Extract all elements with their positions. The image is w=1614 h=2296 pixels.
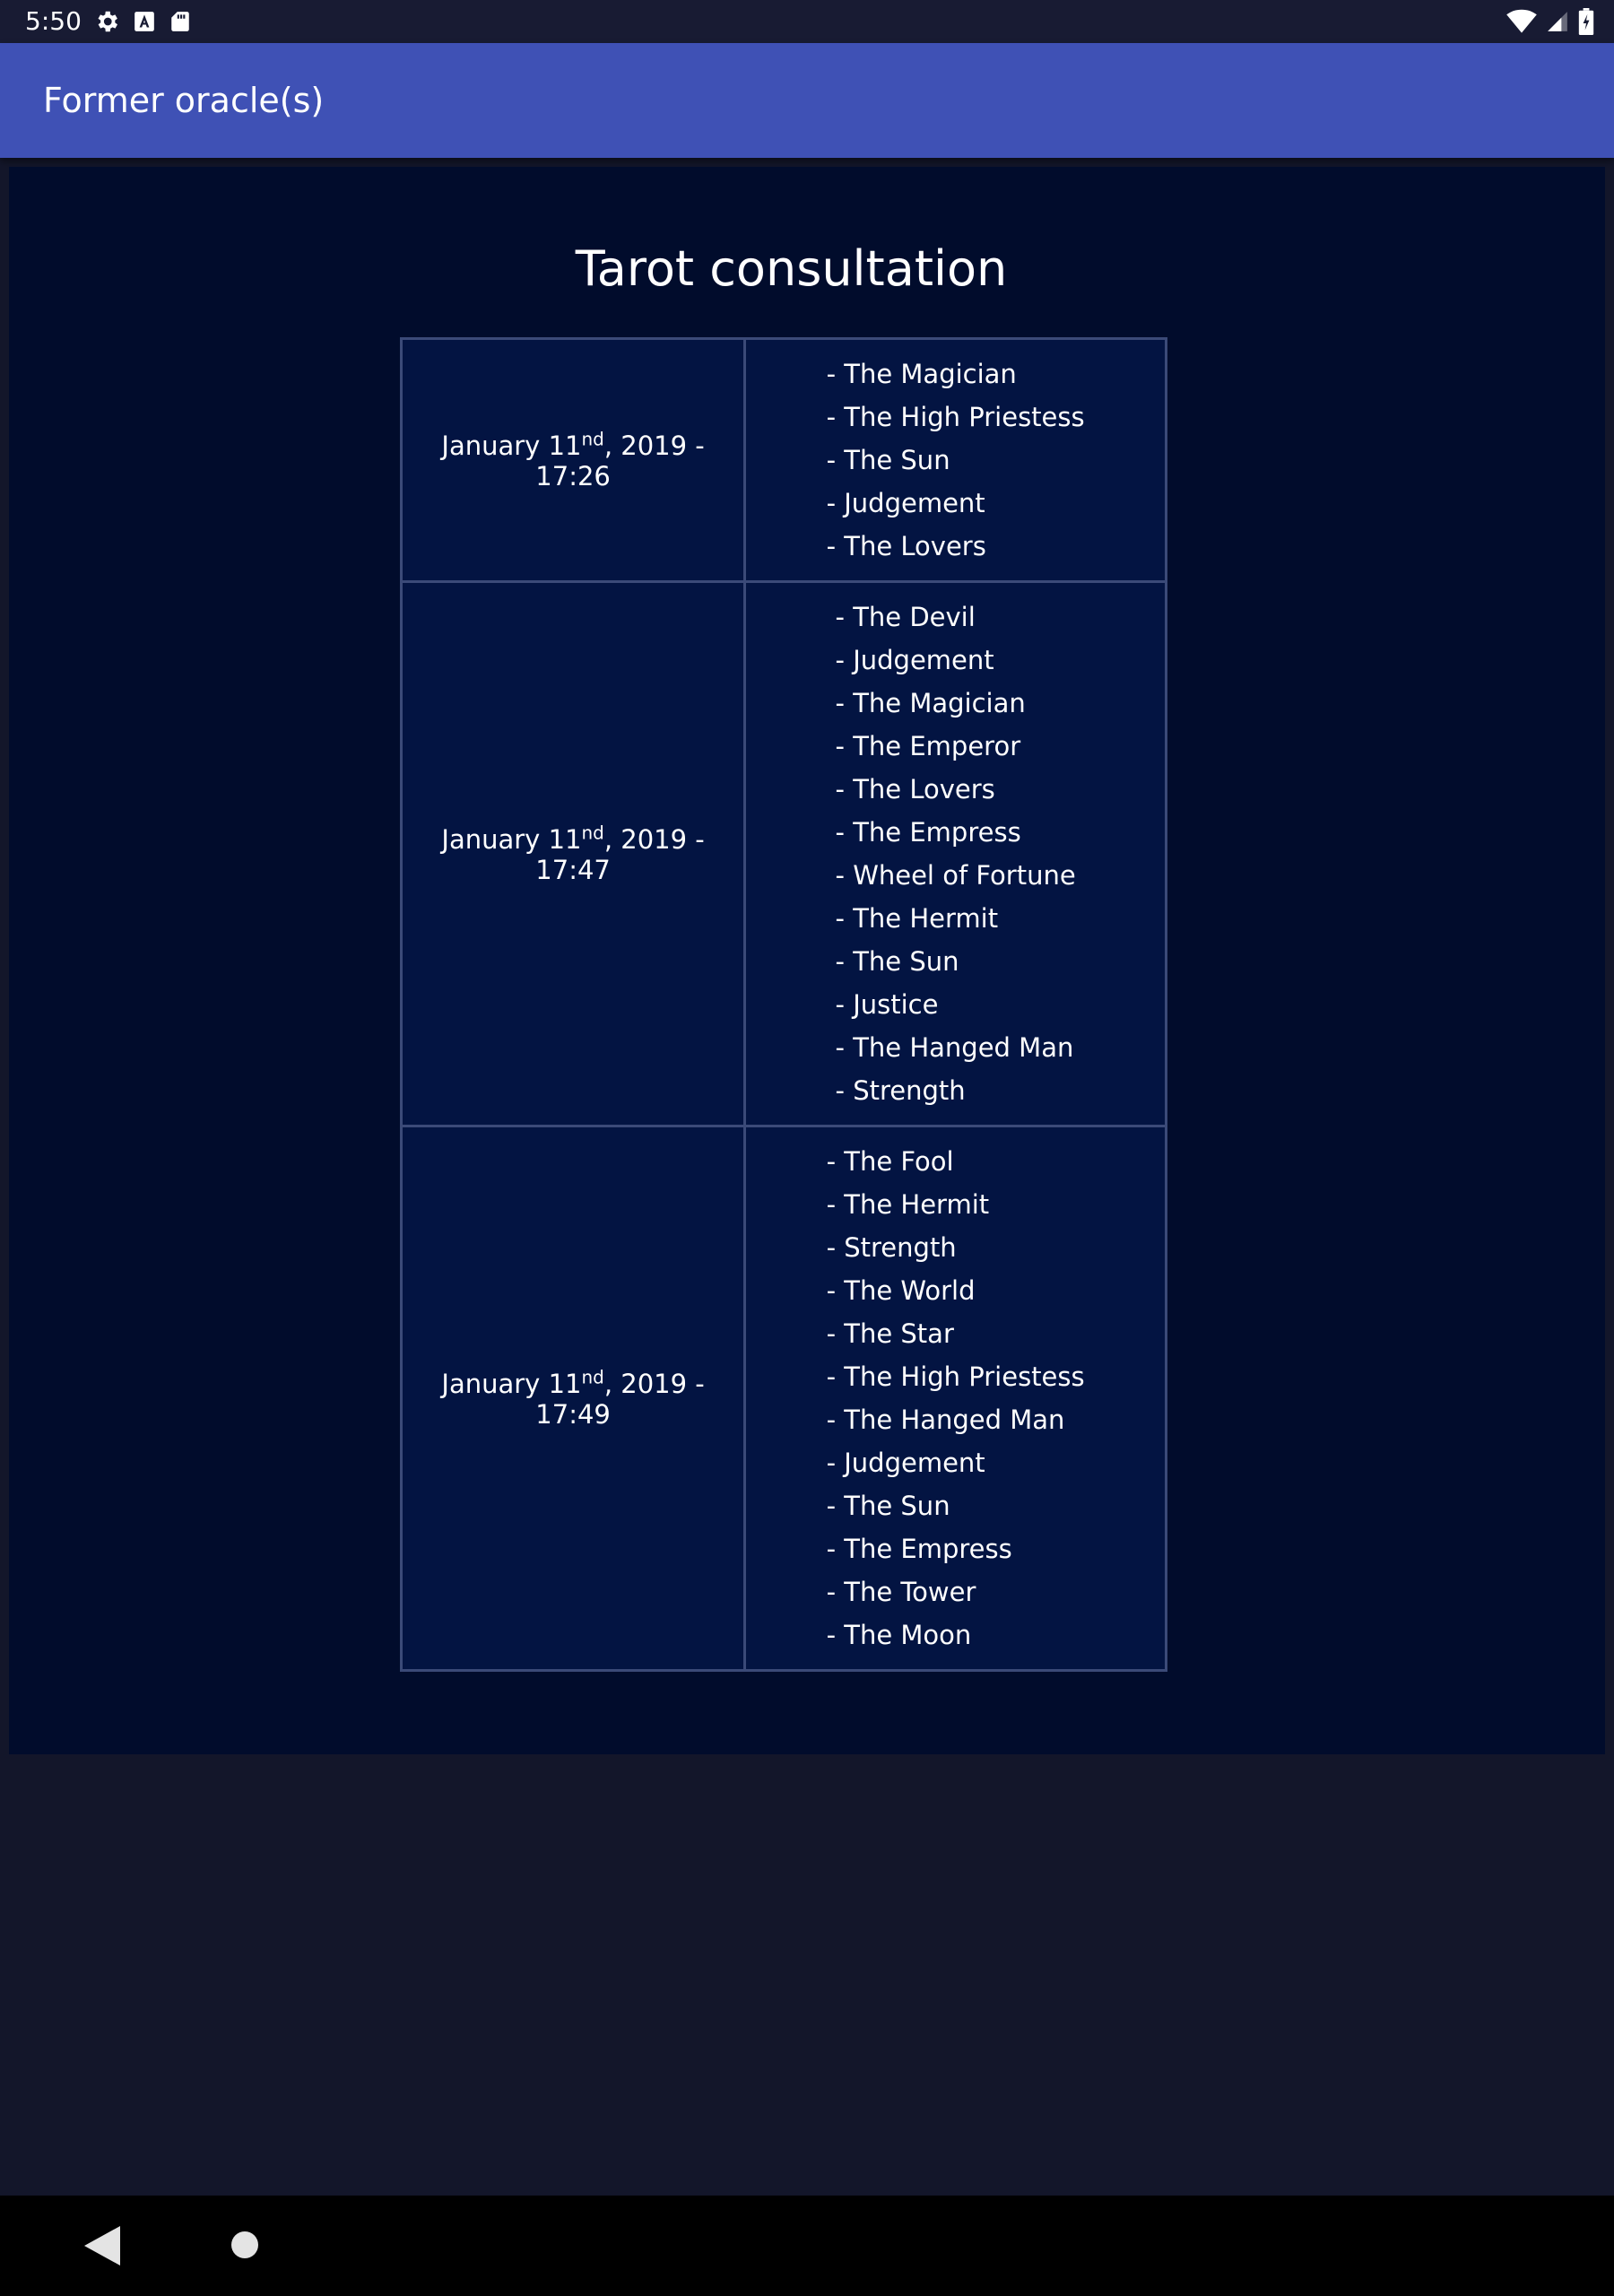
card-list-item: - Strength xyxy=(826,1232,957,1263)
app-bar-title: Former oracle(s) xyxy=(43,81,325,120)
signal-icon xyxy=(1546,10,1569,33)
card-list-item: - Wheel of Fortune xyxy=(835,860,1076,891)
card-list-item: - Strength xyxy=(835,1075,966,1106)
consultation-cards-cell xyxy=(745,582,1167,1126)
consultation-date xyxy=(441,430,704,491)
card-list xyxy=(836,596,1076,1112)
card-list-item: - The High Priestess xyxy=(826,402,1085,432)
card-list-item: - The Hanged Man xyxy=(835,1032,1074,1063)
card-list-item: - The Lovers xyxy=(826,531,986,561)
card-list-item: - The World xyxy=(826,1275,976,1306)
consultation-row xyxy=(402,339,1167,582)
card-list xyxy=(827,352,1085,568)
app-bar xyxy=(0,43,1614,158)
status-bar xyxy=(0,0,1614,43)
card-list-item: - The Devil xyxy=(835,602,976,632)
card-list-item: - The Sun xyxy=(826,1491,950,1521)
card-list-item: - Judgement xyxy=(826,488,985,518)
settings-icon xyxy=(93,8,120,35)
card-list-item: - The Magician xyxy=(835,688,1026,718)
date-ordinal-suffix: nd xyxy=(581,428,604,450)
status-icons-right xyxy=(1506,7,1594,36)
card-list-item: - The Moon xyxy=(826,1620,972,1650)
status-time: 5:50 xyxy=(25,6,82,36)
card-list-item: - The Hermit xyxy=(835,903,999,934)
card-list-item: - The High Priestess xyxy=(826,1361,1085,1392)
navigation-bar xyxy=(0,2196,1614,2296)
consultation-date-cell xyxy=(402,339,745,582)
sd-card-icon xyxy=(169,9,192,34)
card-list-item: - The Emperor xyxy=(835,731,1021,761)
consultation-date-cell xyxy=(402,1126,745,1671)
date-prefix: January 11 xyxy=(441,1369,582,1400)
card-list-item: - The Lovers xyxy=(835,774,995,804)
consultation-cards-cell xyxy=(745,1126,1167,1671)
card-list-item: - The Sun xyxy=(826,445,950,475)
card-list-item: - The Hanged Man xyxy=(826,1405,1065,1435)
back-icon[interactable] xyxy=(84,2226,120,2266)
card-list-item: - The Tower xyxy=(826,1577,976,1607)
date-rest: , 2019 - 17:26 xyxy=(535,430,705,492)
consultation-cards-cell xyxy=(745,339,1167,582)
date-prefix: January 11 xyxy=(441,824,582,856)
history-content xyxy=(9,167,1605,1754)
date-prefix: January 11 xyxy=(441,430,582,462)
consultation-row xyxy=(402,582,1167,1126)
consultation-date-cell xyxy=(402,582,745,1126)
date-ordinal-suffix: nd xyxy=(581,1366,604,1388)
card-list xyxy=(827,1140,1085,1657)
keyboard-icon xyxy=(133,10,156,33)
card-list-item: - The Sun xyxy=(835,946,959,977)
consultation-row xyxy=(402,1126,1167,1671)
card-list-item: - Justice xyxy=(835,989,939,1020)
card-list-item: - The Empress xyxy=(826,1534,1012,1564)
card-list-item: - The Star xyxy=(826,1318,954,1349)
consultation-table-body xyxy=(402,339,1167,1671)
card-list-item: - The Fool xyxy=(826,1146,954,1177)
card-list-item: - The Magician xyxy=(826,359,1017,389)
card-list-item: - The Empress xyxy=(835,817,1021,848)
date-rest: , 2019 - 17:47 xyxy=(535,824,705,886)
consultation-date xyxy=(441,824,704,885)
date-ordinal-suffix: nd xyxy=(581,822,604,844)
date-rest: , 2019 - 17:49 xyxy=(535,1369,705,1431)
consultation-table xyxy=(400,337,1167,1672)
card-list-item: - Judgement xyxy=(826,1448,985,1478)
home-icon[interactable] xyxy=(231,2231,258,2258)
status-icons-left xyxy=(93,7,192,36)
consultation-date xyxy=(441,1366,705,1431)
page-title: Tarot consultation xyxy=(575,240,1008,297)
battery-icon xyxy=(1578,8,1594,35)
wifi-icon xyxy=(1506,9,1537,34)
card-list-item: - The Hermit xyxy=(826,1189,990,1220)
card-list-item: - Judgement xyxy=(835,645,994,675)
